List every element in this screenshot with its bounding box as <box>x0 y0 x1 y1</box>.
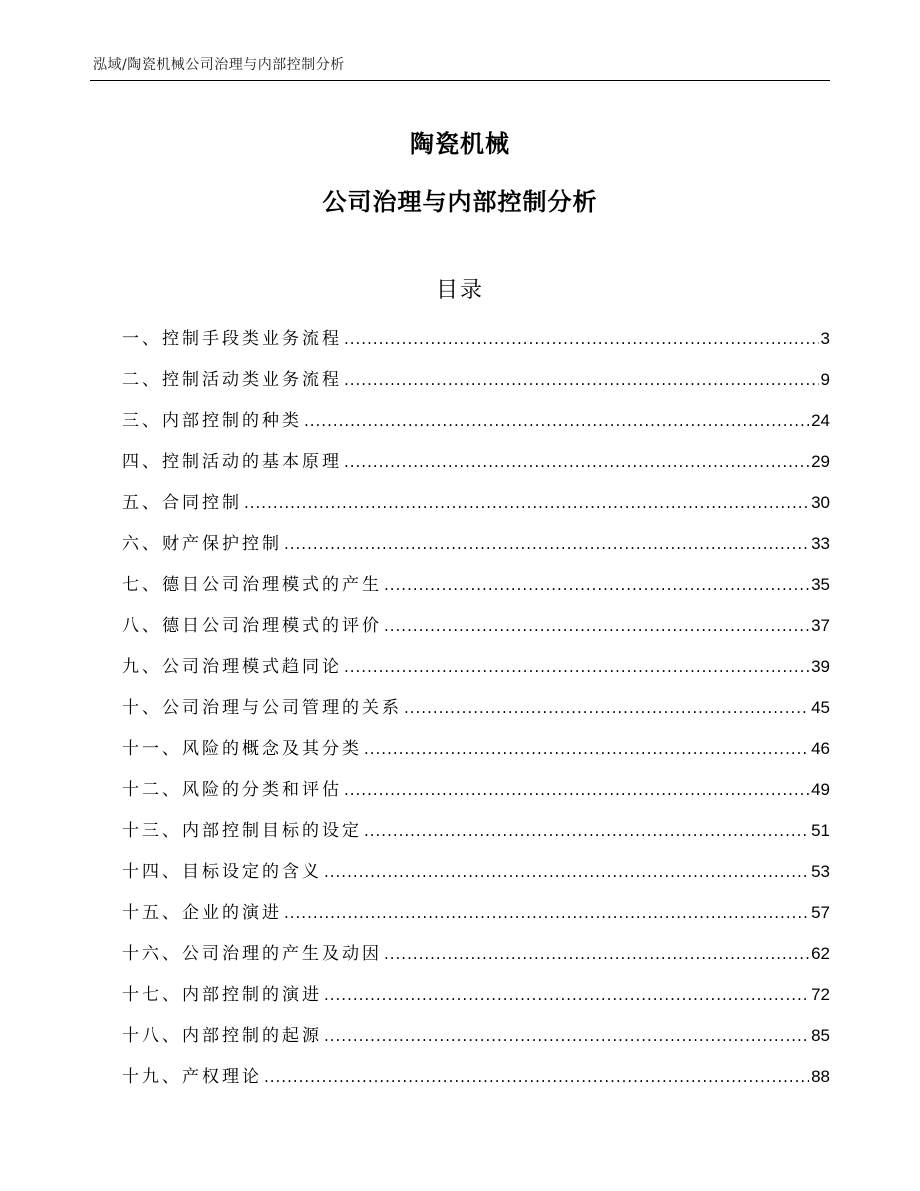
header-divider <box>90 80 830 81</box>
toc-entry-page: 88 <box>811 1067 830 1086</box>
toc-entry-page: 37 <box>811 616 830 635</box>
toc-entry[interactable] <box>122 857 830 898</box>
toc-entry-page: 33 <box>811 534 830 553</box>
toc-entry[interactable] <box>122 734 830 775</box>
toc-entry-label: 公司治理的产生及动因 <box>182 944 382 964</box>
toc-dot-leader <box>284 535 809 553</box>
document-title-line-2: 公司治理与内部控制分析 <box>322 188 598 216</box>
toc-entry[interactable] <box>122 570 830 611</box>
toc-entry-number: 四、 <box>122 452 162 472</box>
toc-entry[interactable] <box>122 898 830 939</box>
toc-dot-leader <box>364 740 809 758</box>
toc-entry-number: 十四、 <box>122 862 182 882</box>
toc-dot-leader <box>284 904 809 922</box>
toc-dot-leader <box>324 986 809 1004</box>
toc-dot-leader <box>324 1027 809 1045</box>
toc-dot-leader <box>384 576 809 594</box>
toc-entry-page: 62 <box>811 944 830 963</box>
toc-entry-number: 十六、 <box>122 944 182 964</box>
toc-entry-label: 合同控制 <box>162 493 242 513</box>
toc-dot-leader <box>344 330 819 348</box>
toc-entry-page: 46 <box>811 739 830 758</box>
toc-entry[interactable] <box>122 816 830 857</box>
toc-entry[interactable] <box>122 775 830 816</box>
toc-dot-leader <box>344 781 809 799</box>
toc-entry-label: 控制手段类业务流程 <box>162 329 342 349</box>
toc-entry-label: 控制活动的基本原理 <box>162 452 342 472</box>
toc-entry-label: 风险的分类和评估 <box>182 780 342 800</box>
table-of-contents <box>122 324 830 1103</box>
toc-entry-number: 三、 <box>122 411 162 431</box>
toc-entry-page: 3 <box>820 329 830 348</box>
toc-entry[interactable] <box>122 529 830 570</box>
toc-entry-label: 控制活动类业务流程 <box>162 370 342 390</box>
toc-entry-label: 财产保护控制 <box>162 534 282 554</box>
toc-dot-leader <box>244 494 809 512</box>
toc-entry-page: 39 <box>811 657 830 676</box>
toc-entry-number: 十九、 <box>122 1067 182 1087</box>
toc-entry-page: 9 <box>820 370 830 389</box>
toc-entry-label: 内部控制的演进 <box>182 985 322 1005</box>
toc-dot-leader <box>324 863 809 881</box>
toc-entry-page: 35 <box>811 575 830 594</box>
toc-entry-label: 内部控制目标的设定 <box>182 821 362 841</box>
toc-entry-number: 二、 <box>122 370 162 390</box>
toc-entry-label: 企业的演进 <box>182 903 282 923</box>
toc-entry-page: 30 <box>811 493 830 512</box>
toc-entry[interactable] <box>122 324 830 365</box>
toc-entry[interactable] <box>122 693 830 734</box>
toc-entry[interactable] <box>122 1021 830 1062</box>
toc-entry-label: 内部控制的起源 <box>182 1026 322 1046</box>
toc-entry-page: 49 <box>811 780 830 799</box>
toc-entry-page: 24 <box>811 411 830 430</box>
toc-entry-number: 六、 <box>122 534 162 554</box>
toc-entry-label: 德日公司治理模式的评价 <box>162 616 382 636</box>
toc-entry-number: 七、 <box>122 575 162 595</box>
toc-entry-number: 十七、 <box>122 985 182 1005</box>
toc-heading: 目录 <box>435 278 484 303</box>
toc-entry-number: 八、 <box>122 616 162 636</box>
toc-entry-number: 一、 <box>122 329 162 349</box>
toc-entry-number: 十三、 <box>122 821 182 841</box>
toc-entry-number: 九、 <box>122 657 162 677</box>
toc-entry-page: 53 <box>811 862 830 881</box>
toc-dot-leader <box>344 453 809 471</box>
toc-entry-number: 五、 <box>122 493 162 513</box>
toc-dot-leader <box>384 617 809 635</box>
toc-dot-leader <box>384 945 809 963</box>
toc-entry-label: 目标设定的含义 <box>182 862 322 882</box>
document-title-line-1: 陶瓷机械 <box>410 130 510 158</box>
toc-entry-label: 公司治理模式趋同论 <box>162 657 342 677</box>
toc-dot-leader <box>304 412 809 430</box>
toc-entry[interactable] <box>122 406 830 447</box>
toc-entry-page: 57 <box>811 903 830 922</box>
toc-dot-leader <box>404 699 809 717</box>
toc-entry-number: 十二、 <box>122 780 182 800</box>
toc-entry[interactable] <box>122 447 830 488</box>
toc-dot-leader <box>364 822 809 840</box>
toc-entry-label: 产权理论 <box>182 1067 262 1087</box>
toc-entry[interactable] <box>122 939 830 980</box>
toc-entry-page: 85 <box>811 1026 830 1045</box>
toc-entry-number: 十、 <box>122 698 162 718</box>
toc-entry[interactable] <box>122 652 830 693</box>
toc-entry-label: 内部控制的种类 <box>162 411 302 431</box>
toc-entry-page: 29 <box>811 452 830 471</box>
toc-entry[interactable] <box>122 365 830 406</box>
toc-entry-number: 十一、 <box>122 739 182 759</box>
toc-entry-number: 十五、 <box>122 903 182 923</box>
toc-entry-page: 72 <box>811 985 830 1004</box>
toc-dot-leader <box>344 658 809 676</box>
toc-entry-label: 德日公司治理模式的产生 <box>162 575 382 595</box>
running-header: 泓域/陶瓷机械公司治理与内部控制分析 <box>93 57 345 73</box>
toc-entry-label: 公司治理与公司管理的关系 <box>162 698 402 718</box>
toc-entry[interactable] <box>122 488 830 529</box>
toc-entry[interactable] <box>122 1062 830 1103</box>
toc-entry-label: 风险的概念及其分类 <box>182 739 362 759</box>
toc-entry-number: 十八、 <box>122 1026 182 1046</box>
toc-entry[interactable] <box>122 611 830 652</box>
toc-dot-leader <box>264 1068 809 1086</box>
toc-dot-leader <box>344 371 819 389</box>
toc-entry-page: 51 <box>811 821 830 840</box>
toc-entry-page: 45 <box>811 698 830 717</box>
toc-entry[interactable] <box>122 980 830 1021</box>
